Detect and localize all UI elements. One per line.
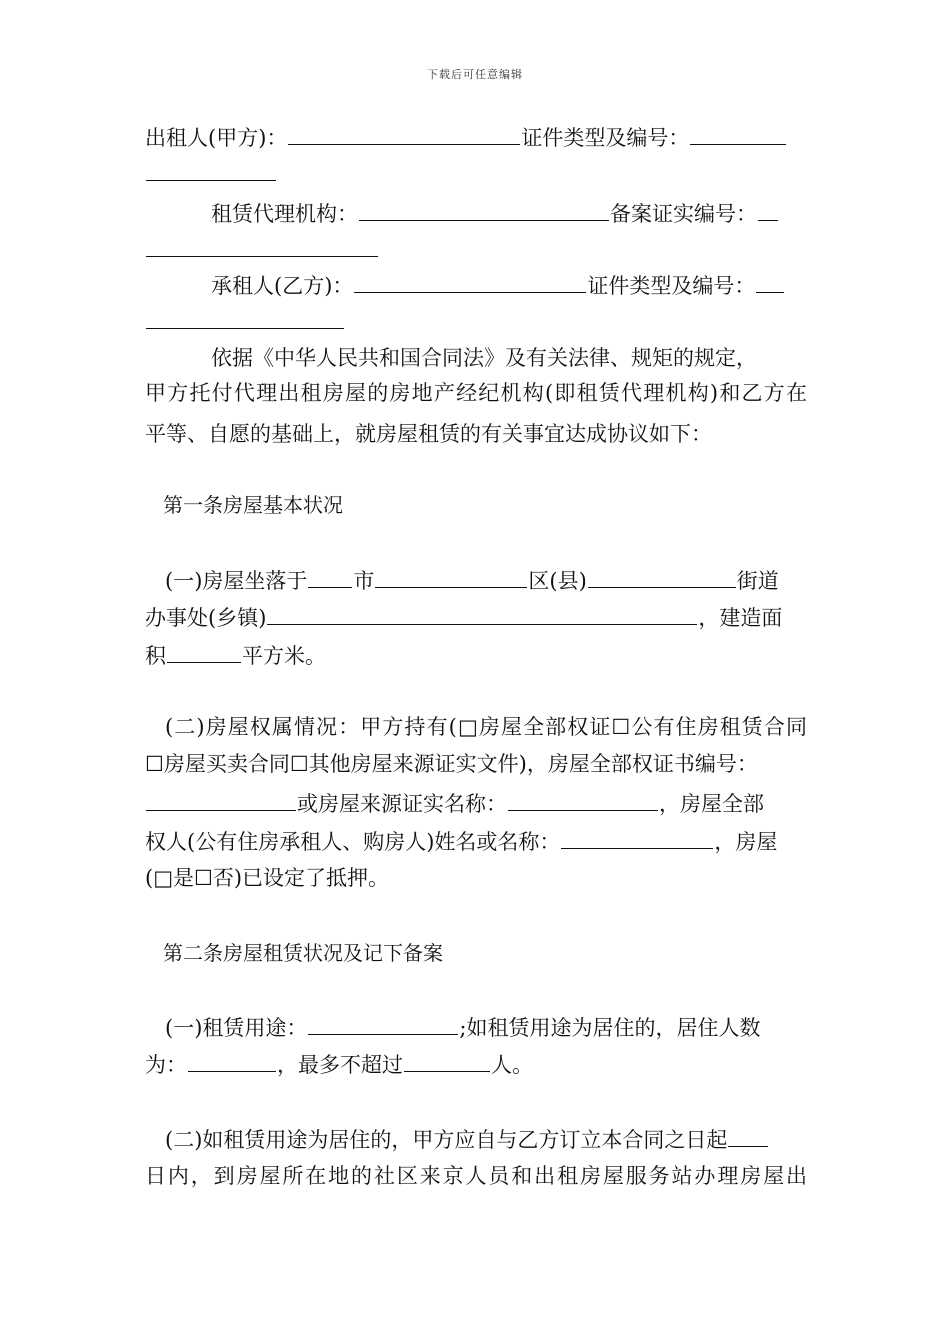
occupants-unit: 人。	[491, 1053, 533, 1077]
page-header: 下载后可任意编辑	[427, 68, 523, 81]
preamble-line-3: 平等、自愿的基础上，就房屋租赁的有关事宜达成协议如下：	[145, 422, 712, 446]
lessee-id-blank[interactable]	[756, 272, 784, 293]
city-label: 市	[353, 569, 375, 593]
occupants-label: ;如租赁用途为居住的，居住人数	[459, 1016, 761, 1040]
lessor-label: 出租人(甲方)：	[145, 126, 288, 150]
occupants-line	[145, 1051, 807, 1077]
lessee-blank[interactable]	[354, 272, 586, 293]
ownership-line-2: ☐房屋买卖合同☐其他房屋来源证实文件)，房屋全部权证书编号：	[145, 752, 758, 776]
location-label: (一)房屋坐落于	[165, 569, 308, 593]
street-blank[interactable]	[588, 567, 736, 588]
usage-line	[145, 1014, 807, 1040]
max-occupants-blank[interactable]	[404, 1051, 490, 1072]
preamble-line-1: 依据《中华人民共和国合同法》及有关法律、规矩的规定，	[211, 346, 757, 370]
max-occupants-label: ，最多不超过	[277, 1053, 403, 1077]
lessor-line-cont	[145, 160, 807, 186]
location-line	[145, 567, 807, 593]
owner-label: ，房屋全部	[659, 792, 764, 816]
township-line	[145, 604, 807, 630]
area-blank[interactable]	[167, 642, 241, 663]
ownership-line-4	[145, 828, 807, 854]
ownership-line-3	[145, 790, 807, 816]
lessee-id-blank-cont[interactable]	[146, 308, 344, 329]
record-no-label: 备案证实编号：	[610, 202, 757, 226]
lessee-line	[145, 272, 807, 298]
mortgage-label: ，房屋	[714, 830, 778, 854]
record-no-blank[interactable]	[758, 200, 778, 221]
certificate-no-blank[interactable]	[146, 790, 296, 811]
usage-label: (一)租赁用途：	[165, 1016, 308, 1040]
registration-line-1	[145, 1126, 807, 1152]
registration-line-2: 日内，到房屋所在地的社区来京人员和出租房屋服务站办理房屋出	[145, 1164, 807, 1188]
source-doc-label: 或房屋来源证实名称：	[297, 792, 507, 816]
article-2-heading: 第二条房屋租赁状况及记下备案	[163, 941, 443, 965]
area-label: ，建造面	[698, 606, 783, 630]
lessor-id-label: 证件类型及编号：	[521, 126, 690, 150]
record-no-blank-cont[interactable]	[146, 236, 378, 257]
lessor-id-blank-cont[interactable]	[146, 160, 276, 181]
city-blank[interactable]	[308, 567, 352, 588]
lessor-line	[145, 124, 807, 150]
preamble-line-2: 甲方托付代理出租房屋的房地产经纪机构(即租赁代理机构)和乙方在	[145, 381, 807, 405]
occupants-label-cont: 为：	[145, 1053, 187, 1077]
district-label: 区(县)	[528, 569, 587, 593]
occupants-blank[interactable]	[188, 1051, 276, 1072]
ownership-line-1: (二)房屋权属情况：甲方持有(□房屋全部权证☐公有住房租赁合同	[165, 715, 807, 739]
street-label: 街道	[736, 569, 779, 593]
article-1-heading: 第一条房屋基本状况	[163, 493, 343, 517]
agency-blank[interactable]	[359, 200, 609, 221]
area-line	[145, 642, 807, 668]
ownership-line-5: (□是☐否)已设定了抵押。	[145, 866, 390, 890]
usage-blank[interactable]	[308, 1014, 458, 1035]
lessee-id-label: 证件类型及编号：	[587, 274, 756, 298]
source-doc-blank[interactable]	[508, 790, 658, 811]
registration-text: (二)如租赁用途为居住的，甲方应自与乙方订立本合同之日起	[165, 1128, 728, 1152]
area-label-cont: 积	[145, 644, 166, 668]
lessee-line-cont	[145, 308, 807, 334]
lessor-blank[interactable]	[288, 124, 520, 145]
area-unit: 平方米。	[242, 644, 326, 668]
district-blank[interactable]	[375, 567, 527, 588]
owner-name-blank[interactable]	[561, 828, 713, 849]
lessee-label: 承租人(乙方)：	[211, 274, 354, 298]
agency-label: 租赁代理机构：	[211, 202, 358, 226]
owner-name-label: 权人(公有住房承租人、购房人)姓名或名称：	[145, 830, 561, 854]
days-blank[interactable]	[728, 1126, 768, 1147]
lessor-id-blank[interactable]	[690, 124, 786, 145]
agency-line-cont	[145, 236, 807, 262]
township-label: 办事处(乡镇)	[145, 606, 267, 630]
agency-line	[145, 200, 807, 226]
township-blank[interactable]	[267, 604, 697, 625]
